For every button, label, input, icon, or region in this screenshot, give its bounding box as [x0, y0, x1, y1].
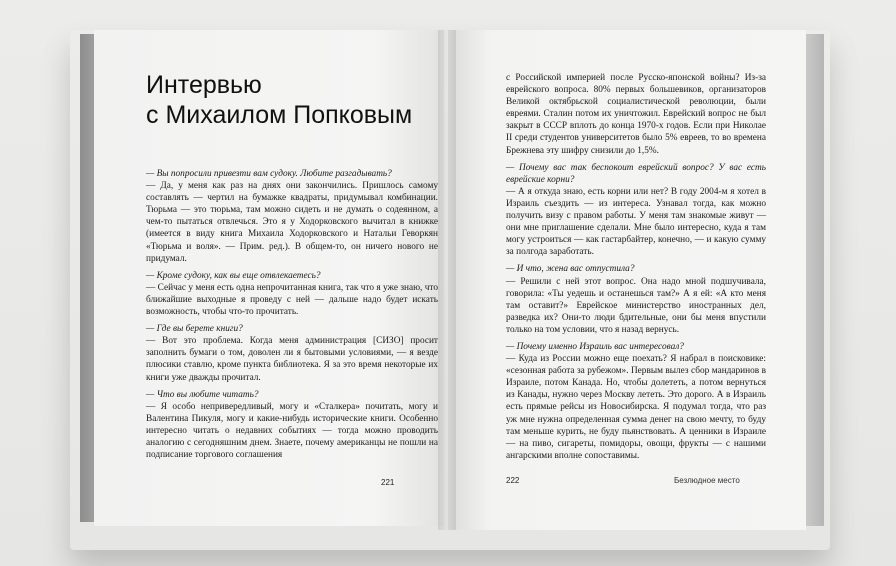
- running-head: Безлюдное место: [674, 476, 740, 485]
- question: — Почему именно Израиль вас интересовал?: [506, 341, 684, 352]
- right-page: [448, 30, 806, 530]
- question: — Что вы любите читать?: [146, 389, 259, 400]
- book-gutter: [438, 30, 456, 530]
- title-line-2: с Михаилом Попковым: [146, 101, 413, 129]
- question: — Вы попросили привезти вам судоку. Любите разгадывать?: [146, 169, 392, 179]
- answer: с Российской империей после Русско-японской войны? Из-за еврейского вопроса. 80% первых большевиков, организаторов Великой октябрьской социалистической революции, были евреями. Сталин потом их уничтожил. Еврейский вопрос не был закрыт в СССР вплоть до конца 1970-х годов. Если при Николае II среди студентов университетов было 5% евреев, то во времена Брежнева эту шифру снизили до 1,5%.: [506, 73, 766, 156]
- answer: — А я откуда знаю, есть корни или нет? В году 2004-м я хотел в Израиль съездить — из интереса. Узнавал тогда, как можно получить визу с правом работы. У меня там знакомые живут — они мне приглашение сделали. Мне было интересно, куда я там могу устроиться — как гастарбайтер, конечно, — и какую сумму за полгода заработать.: [506, 186, 766, 258]
- answer: — Сейчас у меня есть одна непрочитанная книга, так что я уже знаю, что ближайшие выходные я проведу с ней — дальше надо будет искать возможность, чтобы что-то прочитать.: [146, 282, 438, 318]
- question: — И что, жена вас отпустила?: [506, 264, 635, 275]
- answer: — Куда из России можно еще поехать? Я набрал в поисковике: «сезонная работа за рубежом». Первым вылез сбор мандаринов в Израиле, потом Канада. Но, чтобы долететь, а потом вернуться из Канады, нужно через Москву лететь. Это дорого. А в Израиль есть прямые рейсы из Новосибирска. Я подумал тогда, что раз уж мне нужна определенная сумма денег на свою мечту, то буду там меньше курить, не буду пьянствовать. А ценники в Израиле — на пиво, сигареты, помидоры, овощи, фрукты — с нашими ангарскими вполне сопоставимы.: [506, 354, 766, 461]
- answer: — Я особо непривередливый, могу и «Сталкера» почитать, могу и Валентина Пикуля, могу и какие-нибудь исторические книги. Особенно интересно читать о недавних событиях — тогда можно проводить аналогию с сегодняшним днем. Знаете, почему американцы не пошли на подписание торгового соглашения: [146, 401, 438, 461]
- left-page-body: [146, 168, 438, 461]
- page-number-right: 222: [506, 476, 520, 485]
- question: — Почему вас так беспокоит еврейский вопрос? У вас есть еврейские корни?: [506, 162, 766, 185]
- question: — Кроме судоку, как вы еще отвлекаетесь?: [146, 270, 321, 281]
- title-line-1: Интервью: [146, 71, 262, 99]
- answer: — Вот это проблема. Когда меня администрация [СИЗО] просит заполнить бумаги о том, доволен ли я бытовыми условиями, — я везде плюсики ставлю, кроме пункта библиотека. Я за это время некоторые их книги уже дважды прочитал.: [146, 336, 438, 383]
- article-title: [146, 70, 436, 130]
- question: — Где вы берете книги?: [146, 324, 243, 335]
- answer: — Да, у меня как раз на днях они закончились. Пришлось самому составлять — чертил на бумажке квадраты, придумывал комбинации. Тюрьма — это тюрьма, там можно сидеть и не думать о содеянном, а чем-то пытаться отвлечься. Это я у Ходорковского вычитал в книжке (имеется в виду книга Михаила Ходорковского и Натальи Геворкян «Тюрьма и воля». — Прим. ред.). В общем-то, он ничего нового не придумал.: [146, 181, 438, 264]
- left-page: [94, 30, 444, 526]
- right-page-body: [506, 72, 766, 462]
- answer: — Решили с ней этот вопрос. Она надо мной подшучивала, говорила: «Ты уедешь и останешься там?» А я ей: «А кто меня там оставит?» Еврейское министерство иностранных дел, разведка их? Они-то люди бдительные, они бы меня впустили только на том условии, что я назад вернусь.: [506, 276, 766, 335]
- page-number-left: 221: [381, 478, 395, 487]
